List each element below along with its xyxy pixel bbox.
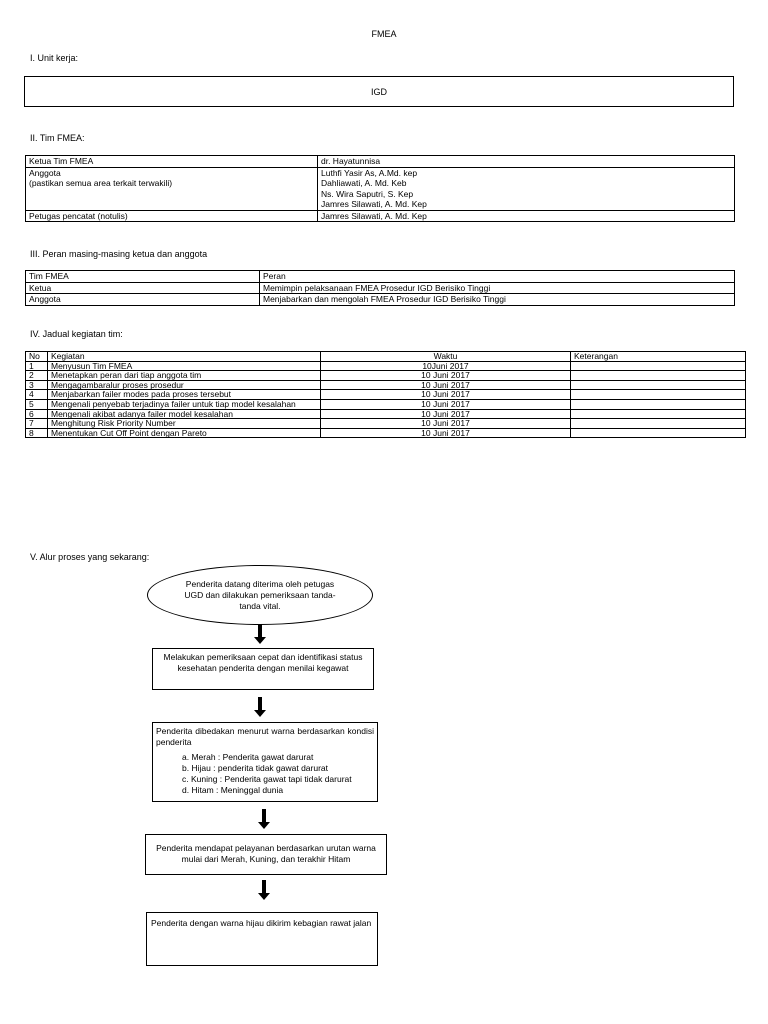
schedule-date: 10 Juni 2017: [321, 419, 571, 429]
schedule-date: 10 Juni 2017: [321, 380, 571, 390]
schedule-no: 2: [26, 371, 48, 381]
schedule-activity: Menghitung Risk Priority Number: [48, 419, 321, 429]
flow-step-outpatient: [146, 912, 378, 966]
schedule-no: 6: [26, 409, 48, 419]
table-header-row: [26, 352, 746, 362]
table-row: [26, 167, 735, 210]
roles-desc: Menjabarkan dan mengolah FMEA Prosedur IGD Berisiko Tinggi: [260, 294, 735, 306]
table-row: [26, 428, 746, 438]
list-item: a. Merah : Penderita gawat darurat: [182, 752, 314, 762]
team-names: dr. Hayatunnisa: [318, 156, 735, 168]
schedule-note: [571, 428, 746, 438]
table-header-row: [26, 271, 735, 283]
roles-team: Ketua: [26, 282, 260, 294]
schedule-activity: Menjabarkan failer modes pada proses tersebut: [48, 390, 321, 400]
section-roles-heading: III. Peran masing-masing ketua dan anggota: [30, 249, 208, 259]
schedule-date: 10 Juni 2017: [321, 390, 571, 400]
schedule-note: [571, 419, 746, 429]
schedule-date: 10 Juni 2017: [321, 428, 571, 438]
schedule-header: Waktu: [321, 352, 571, 362]
schedule-no: 8: [26, 428, 48, 438]
unit-value: IGD: [370, 86, 387, 97]
table-row: [26, 282, 735, 294]
triage-color-list: [182, 752, 374, 796]
flow-step-text: Penderita dengan warna hijau dikirim kebagian rawat jalan: [151, 918, 372, 928]
arrow-down-icon: [262, 880, 266, 894]
schedule-no: 3: [26, 380, 48, 390]
schedule-no: 4: [26, 390, 48, 400]
table-row: [26, 210, 735, 222]
flow-step-text: Penderita mendapat pelayanan berdasarkan urutan warna mulai dari Merah, Kuning, dan terakhir Hitam: [156, 843, 376, 864]
flow-step-service: [145, 834, 387, 875]
section-team-heading: II. Tim FMEA:: [30, 133, 85, 143]
team-role: Ketua Tim FMEA: [26, 156, 318, 168]
schedule-date: 10 Juni 2017: [321, 399, 571, 409]
table-row: [26, 419, 746, 429]
arrow-down-icon: [258, 624, 262, 638]
team-role: Anggota (pastikan semua area terkait terwakili): [26, 167, 318, 210]
section-unit-heading: I. Unit kerja:: [30, 53, 79, 63]
roles-desc: Memimpin pelaksanaan FMEA Prosedur IGD Berisiko Tinggi: [260, 282, 735, 294]
schedule-note: [571, 390, 746, 400]
flow-step-triage: [152, 722, 378, 802]
table-row: [26, 156, 735, 168]
roles-table: [25, 270, 735, 306]
arrow-down-icon: [262, 809, 266, 823]
section-flow-heading: V. Alur proses yang sekarang:: [30, 552, 150, 562]
schedule-date: 10Juni 2017: [321, 361, 571, 371]
list-item: b. Hijau : penderita tidak gawat darurat: [182, 763, 329, 773]
table-row: [26, 371, 746, 381]
schedule-activity: Mengenali penyebab terjadinya failer untuk tiap model kesalahan: [48, 399, 321, 409]
schedule-date: 10 Juni 2017: [321, 371, 571, 381]
flow-step-assess: [152, 648, 374, 690]
team-names: Jamres Silawati, A. Md. Kep: [318, 210, 735, 222]
roles-header: Peran: [260, 271, 735, 283]
schedule-activity: Mengenali akibat adanya failer model kesalahan: [48, 409, 321, 419]
flow-step-text: Melakukan pemeriksaan cepat dan identifikasi status kesehatan penderita dengan menilai kegawat: [163, 652, 363, 673]
list-item: d. Hitam : Meninggal dunia: [182, 785, 284, 795]
schedule-activity: Mengagambaralur proses prosedur: [48, 380, 321, 390]
schedule-activity: Menyusun Tim FMEA: [48, 361, 321, 371]
schedule-activity: Menetapkan peran dari tiap anggota tim: [48, 371, 321, 381]
team-names: Luthfi Yasir As, A.Md. kep Dahliawati, A. Md. Keb Ns. Wira Saputri, S. Kep Jamres Silawati, A. Md. Kep: [318, 167, 735, 210]
roles-team: Anggota: [26, 294, 260, 306]
schedule-no: 7: [26, 419, 48, 429]
list-item: c. Kuning : Penderita gawat tapi tidak darurat: [182, 774, 352, 784]
schedule-note: [571, 380, 746, 390]
schedule-no: 5: [26, 399, 48, 409]
schedule-date: 10 Juni 2017: [321, 409, 571, 419]
schedule-table: [25, 351, 746, 438]
schedule-note: [571, 399, 746, 409]
document-title: FMEA: [371, 29, 397, 39]
flow-step-start: [147, 565, 373, 625]
schedule-activity: Menentukan Cut Off Point dengan Pareto: [48, 428, 321, 438]
schedule-note: [571, 361, 746, 371]
schedule-note: [571, 371, 746, 381]
section-schedule-heading: IV. Jadual kegiatan tim:: [30, 329, 123, 339]
roles-header: Tim FMEA: [26, 271, 260, 283]
schedule-header: No: [26, 352, 48, 362]
table-row: [26, 294, 735, 306]
arrow-down-icon: [258, 697, 262, 711]
team-table: [25, 155, 735, 222]
flow-step-text: Penderita datang diterima oleh petugas UGD dan dilakukan pemeriksaan tanda-tanda vital.: [184, 578, 336, 611]
unit-box: [24, 76, 734, 107]
schedule-note: [571, 409, 746, 419]
table-row: [26, 399, 746, 409]
schedule-header: Keterangan: [571, 352, 746, 362]
flow-step-text: Penderita dibedakan menurut warna berdasarkan kondisi penderita: [156, 726, 374, 747]
team-role: Petugas pencatat (notulis): [26, 210, 318, 222]
schedule-no: 1: [26, 361, 48, 371]
schedule-header: Kegiatan: [48, 352, 321, 362]
